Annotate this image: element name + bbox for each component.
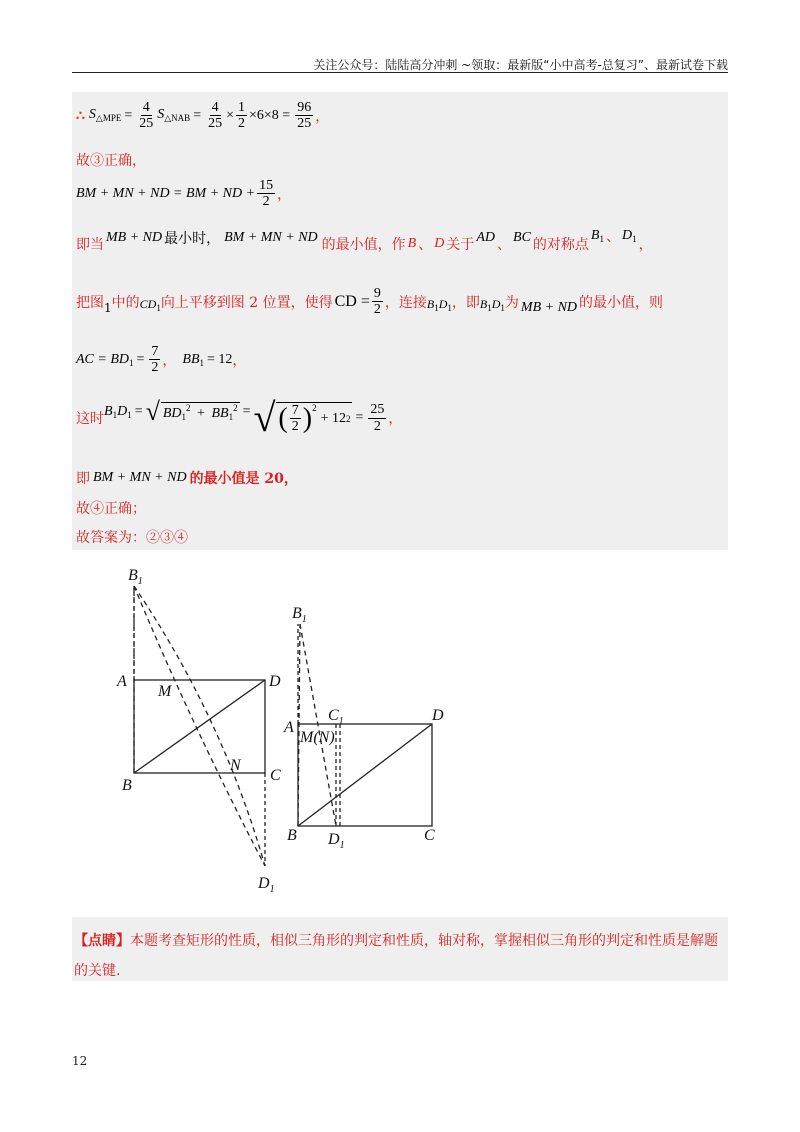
- label-m-left: M: [158, 683, 172, 700]
- solution-line-1: ∴ $S_{\triangle MPE}$ = $\frac{4}{25}$ $S_{\triangle NAB}$ = $\frac{4}{25}$ × $\frac{1}{2}$ ×6×8 = $\frac{96}{25}$ ，: [76, 100, 330, 132]
- label-d-left: D: [269, 673, 281, 690]
- note-tag: 【点睛】: [74, 933, 130, 949]
- header-rule: [72, 72, 728, 73]
- right-diagram: [298, 624, 432, 826]
- solution-line-8: 即 BM + MN + ND 的最小值是 20，: [76, 470, 298, 487]
- fraction: $\frac{15}{2}$: [259, 178, 274, 210]
- solution-line-3: BM + MN + ND = BM + ND + $\frac{15}{2}$ ，: [76, 178, 292, 210]
- geometry-figure: [72, 556, 510, 900]
- fraction: $\frac{1}{2}$: [238, 100, 246, 132]
- left-diagonal-bd: [134, 680, 265, 773]
- label-b1-left: $B_1$: [128, 567, 143, 587]
- square-root: √ ( $\frac{7}{2}$ ) 2 + 12 2: [253, 395, 351, 440]
- solution-line-2: 故③正确，: [76, 153, 146, 169]
- label-c-right: C: [424, 827, 435, 844]
- fraction: $\frac{7}{2}$: [151, 344, 159, 376]
- fraction: $\frac{9}{2}$: [373, 286, 381, 318]
- right-dash-b1-d1: [300, 624, 336, 826]
- label-c-left: C: [270, 767, 281, 784]
- square-root: √ $BD_1^2 + BB_1^2$: [145, 397, 238, 426]
- label-n-left: N: [230, 757, 241, 774]
- page-header: 关注公众号：陆陆高分冲刺 ~领取：最新版“小中高考-总复习”、最新试卷下载: [313, 58, 728, 72]
- therefore-symbol: ∴: [76, 107, 85, 124]
- label-b1-right: $B_1$: [292, 605, 307, 625]
- fraction: $\frac{4}{25}$: [208, 100, 223, 132]
- solution-line-5: 把图 1 中的 $CD_1$ 向上平移到图 2 位置，使得 CD = $\frac{9}{2}$ ，连接 $B_1D_1$ ，即 $B_1D_1$ 为 MB + ND 的最小值，则: [76, 286, 664, 318]
- formula-s-nab: $S_{\triangle NAB}$: [157, 107, 191, 124]
- note-line-1: 【点睛】本题考查矩形的性质，相似三角形的判定和性质，轴对称，掌握相似三角形的判定和性质是解题: [74, 933, 718, 949]
- solution-line-7: 这时 $B_1D_1$ = √ $BD_1^2 + BB_1^2$ = √ ( $\frac{7}{2}$ ) 2 + 12 2 = $\frac{25}{2}$ ，: [76, 395, 403, 440]
- fraction: $\frac{4}{25}$: [139, 100, 154, 132]
- label-b-right: B: [287, 827, 297, 844]
- label-c1-right: $C_1$: [328, 707, 344, 727]
- solution-line-6: AC = $BD_1$ = $\frac{7}{2}$ ， $BB_1$ = 12 ，: [76, 344, 247, 376]
- solution-line-9: 故④正确；: [76, 501, 146, 517]
- formula-s-mpe: $S_{\triangle MPE}$: [88, 107, 122, 124]
- fraction: $\frac{25}{2}$: [370, 402, 385, 434]
- label-d1-left: $D_1$: [258, 875, 275, 895]
- page-number: 12: [72, 1054, 88, 1068]
- solution-line-4: 即当 MB + ND 最小时， BM + MN + ND 的最小值，作 B 、 D 关于 AD 、 BC 的对称点 $B_1$ 、 $D_1$ ，: [76, 228, 653, 253]
- label-d-right: D: [432, 707, 444, 724]
- left-labels: [116, 567, 281, 895]
- left-diagram: [134, 586, 265, 866]
- fraction: $\frac{96}{25}$: [297, 100, 312, 132]
- note-line-2: 的关键.: [74, 963, 121, 979]
- label-mn-right: M(N): [300, 729, 335, 746]
- right-labels: [283, 605, 444, 851]
- label-d1-right: $D_1$: [328, 831, 345, 851]
- label-b-left: B: [122, 777, 132, 794]
- label-a-left: A: [117, 673, 127, 690]
- label-a-right: A: [284, 719, 294, 736]
- solution-line-10: 故答案为：②③④: [76, 530, 188, 546]
